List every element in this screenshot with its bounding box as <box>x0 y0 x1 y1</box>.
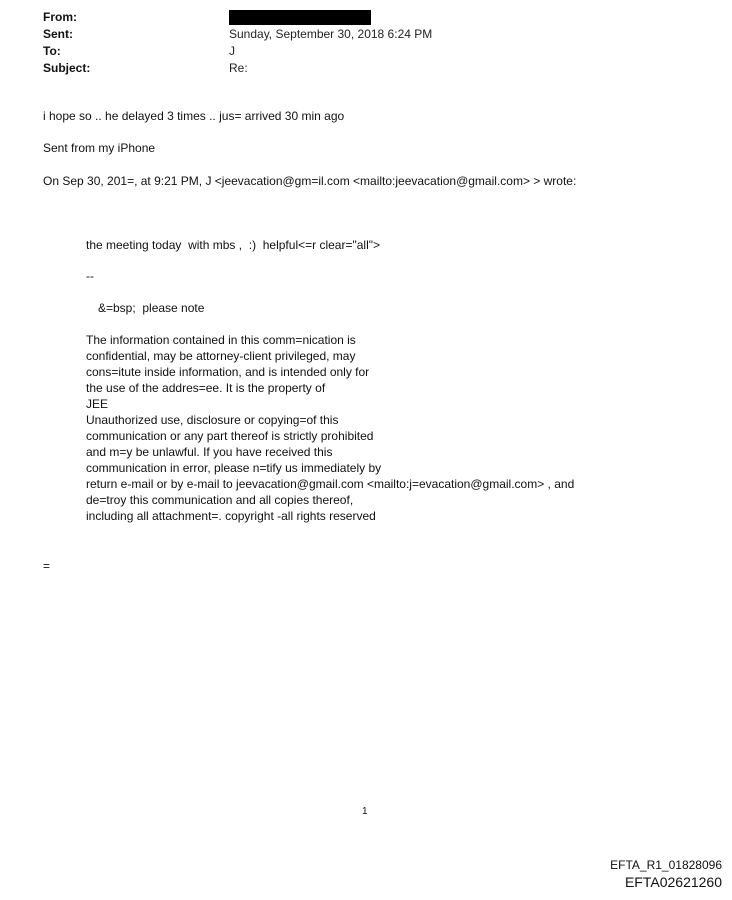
subject-value: Re: <box>229 61 248 75</box>
disclaimer-line: communication or any part thereof is strictly prohibited <box>86 429 374 443</box>
separator: -- <box>86 269 94 283</box>
disclaimer-line: JEE <box>86 397 109 411</box>
sent-value: Sunday, September 30, 2018 6:24 PM <box>229 27 433 41</box>
disclaimer-line: The information contained in this comm=nication is <box>86 333 356 347</box>
to-row <box>43 43 703 60</box>
subject-label: Subject: <box>43 61 91 75</box>
disclaimer-line: Unauthorized use, disclosure or copying=of this <box>86 413 339 427</box>
disclaimer-line: the use of the addres=ee. It is the property of <box>86 381 326 395</box>
sent-label: Sent: <box>43 27 73 41</box>
disclaimer-line: including all attachment=. copyright -all rights reserved <box>86 509 376 523</box>
disclaimer-line: return e-mail or by e-mail to jeevacation@gmail.com <mailto:j=evacation@gmail.com> , and <box>86 477 575 491</box>
signature-line: Sent from my iPhone <box>43 141 156 155</box>
bates-number-2: EFTA02621260 <box>624 874 722 890</box>
redaction-block <box>229 10 371 25</box>
message-line: i hope so .. he delayed 3 times .. jus= arrived 30 min ago <box>43 109 345 123</box>
quote-intro: On Sep 30, 201=, at 9:21 PM, J <jeevacation@gm=il.com <mailto:jeevacation@gmail.com> > wrote: <box>43 174 577 188</box>
subject-row <box>43 60 703 77</box>
disclaimer-line: and m=y be unlawful. If you have received this <box>86 445 333 459</box>
to-label: To: <box>43 44 61 58</box>
disclaimer-line: communication in error, please n=tify us immediately by <box>86 461 382 475</box>
disclaimer-line: de=troy this communication and all copies thereof, <box>86 493 354 507</box>
quoted-message: the meeting today with mbs , :) helpful<=r clear="all"> <box>86 238 380 252</box>
from-label: From: <box>43 10 77 24</box>
disclaimer-block <box>86 332 574 524</box>
page-number: 1 <box>362 806 368 817</box>
please-note: &=bsp; please note <box>98 301 205 315</box>
bates-number-1: EFTA_R1_01828096 <box>610 858 722 872</box>
disclaimer-line: cons=itute inside information, and is intended only for <box>86 365 370 379</box>
trailing-char: = <box>43 559 51 573</box>
from-row <box>43 9 703 26</box>
disclaimer-line: confidential, may be attorney-client privileged, may <box>86 349 356 363</box>
to-value: J <box>229 44 235 58</box>
sent-row <box>43 26 703 43</box>
email-header <box>43 9 703 77</box>
